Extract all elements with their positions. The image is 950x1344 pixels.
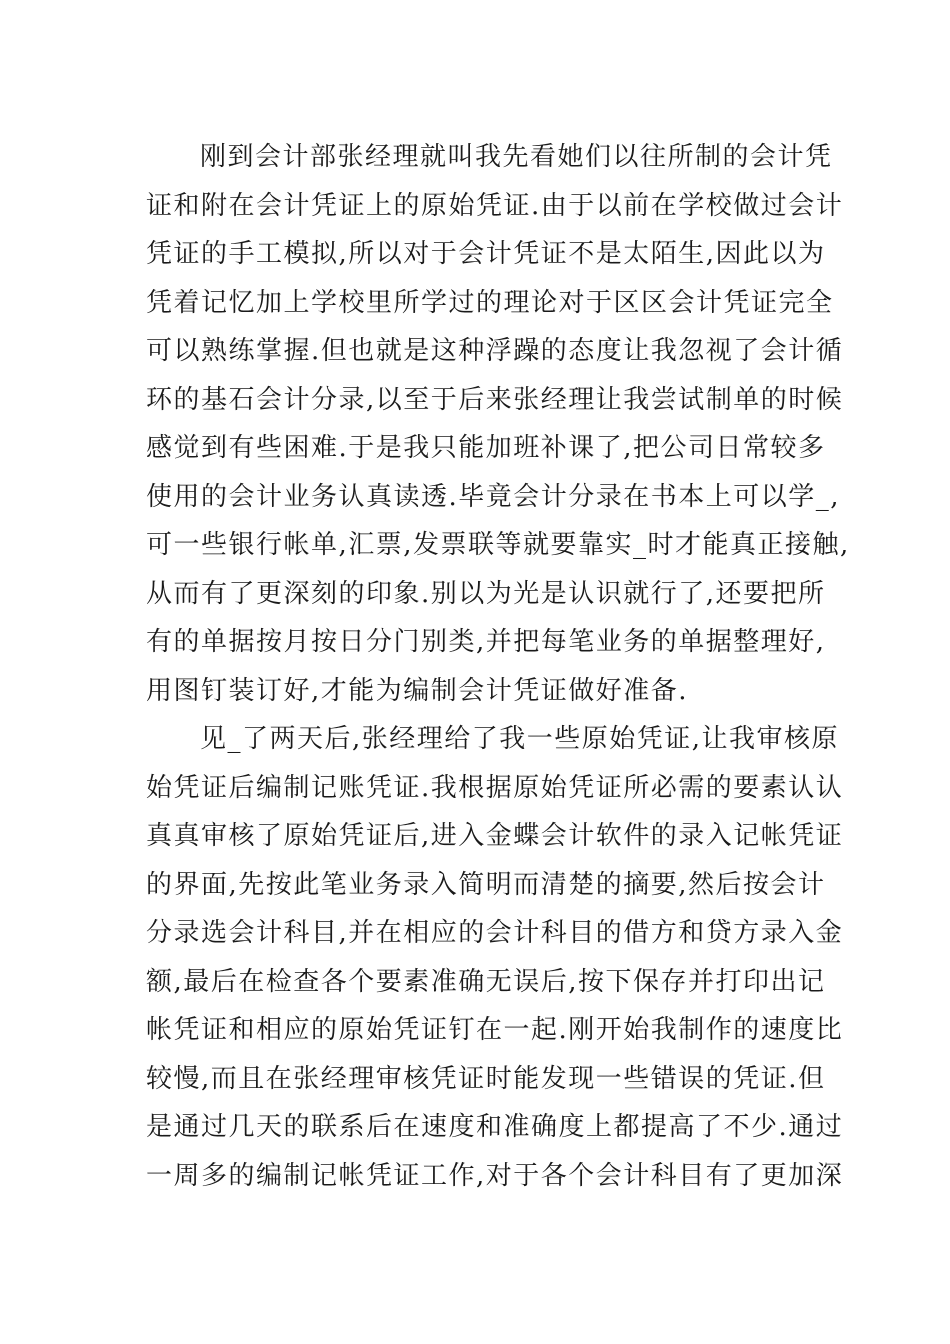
paragraph-line: 刚到会计部张经理就叫我先看她们以往所制的会计凭 (200, 142, 833, 172)
paragraph-line: 额,最后在检查各个要素准确无误后,按下保存并打印出记 (146, 966, 826, 997)
paragraph-line: 凭着记忆加上学校里所学过的理论对于区区会计凭证完全 (146, 287, 834, 318)
paragraph-line: 用图钉装订好,才能为编制会计凭证做好准备. (146, 675, 689, 706)
paragraph-2 (146, 715, 844, 1200)
paragraph-line: 可一些银行帐单,汇票,发票联等就要靠实_时才能真正接触, (146, 530, 850, 560)
paragraph-line: 从而有了更深刻的印象.别以为光是认识就行了,还要把所 (146, 578, 826, 609)
paragraph-line: 真真审核了原始凭证后,进入金蝶会计软件的录入记帐凭证 (146, 821, 844, 851)
paragraph-line: 见_了两天后,张经理给了我一些原始凭证,让我审核原 (200, 724, 840, 754)
paragraph-line: 较慢,而且在张经理审核凭证时能发现一些错误的凭证.但 (146, 1063, 826, 1094)
paragraph-line: 始凭证后编制记账凭证.我根据原始凭证所必需的要素认认 (146, 772, 844, 803)
paragraph-line: 有的单据按月按日分门别类,并把每笔业务的单据整理好, (146, 627, 826, 657)
paragraph-line: 分录选会计科目,并在相应的会计科目的借方和贷方录入金 (146, 918, 844, 948)
paragraph-line: 是通过几天的联系后在速度和准确度上都提高了不少.通过 (146, 1112, 844, 1142)
paragraph-line: 使用的会计业务认真读透.毕竟会计分录在书本上可以学_, (146, 481, 841, 512)
document-body (146, 133, 850, 1200)
paragraph-line: 环的基石会计分录,以至于后来张经理让我尝试制单的时候 (146, 384, 844, 415)
paragraph-line: 的界面,先按此笔业务录入简明而清楚的摘要,然后按会计 (146, 869, 826, 900)
paragraph-line: 感觉到有些困难.于是我只能加班补课了,把公司日常较多 (146, 433, 826, 463)
paragraph-line: 一周多的编制记帐凭证工作,对于各个会计科目有了更加深 (146, 1160, 844, 1191)
paragraph-line: 帐凭证和相应的原始凭证钉在一起.刚开始我制作的速度比 (146, 1015, 844, 1045)
paragraph-line: 可以熟练掌握.但也就是这种浮躁的态度让我忽视了会计循 (146, 336, 844, 366)
paragraph-line: 凭证的手工模拟,所以对于会计凭证不是太陌生,因此以为 (146, 239, 826, 269)
paragraph-line: 证和附在会计凭证上的原始凭证.由于以前在学校做过会计 (146, 190, 844, 221)
paragraph-1 (146, 133, 850, 715)
